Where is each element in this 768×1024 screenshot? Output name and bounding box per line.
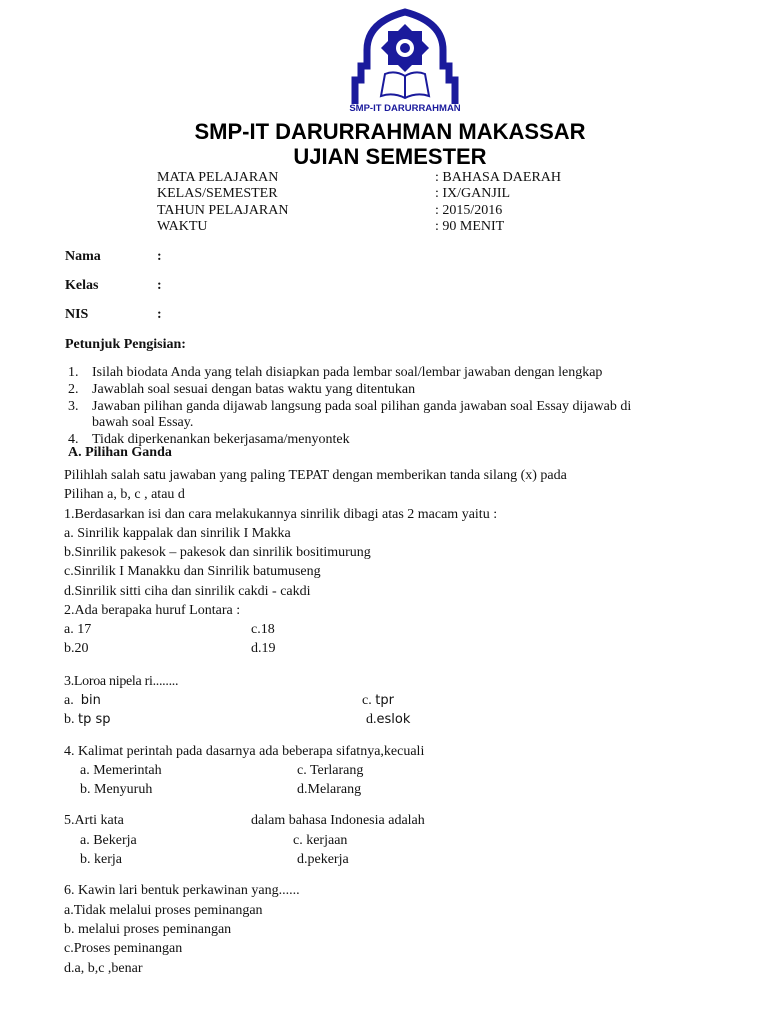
instruction-text: Isilah biodata Anda yang telah disiapkan pada lembar soal/lembar jawaban dengan lengkap	[92, 365, 603, 380]
instruction-text: Jawablah soal sesuai dengan batas waktu yang ditentukan	[92, 382, 416, 397]
option-b: tp sp	[78, 712, 111, 727]
class-field: :	[157, 278, 162, 293]
instruction-number: 2.	[68, 382, 79, 397]
info-value: : 90 MENIT	[435, 219, 505, 234]
option-c: c.18	[251, 622, 275, 637]
info-label: WAKTU	[157, 219, 208, 234]
option-d: d.Sinrilik sitti ciha dan sinrilik cakdi - cakdi	[64, 584, 311, 599]
option-b: b. melalui proses peminangan	[64, 922, 232, 937]
section-heading: A. Pilihan Ganda	[68, 445, 172, 460]
question-text-cont: dalam bahasa Indonesia adalah	[251, 813, 425, 828]
instruction-number: 3.	[68, 399, 79, 414]
info-label: TAHUN PELAJARAN	[157, 203, 289, 218]
info-label: KELAS/SEMESTER	[157, 186, 278, 201]
instruction-text: Tidak diperkenankan bekerjasama/menyontek	[92, 432, 350, 447]
section-intro: Pilihlah salah satu jawaban yang paling TEPAT dengan memberikan tanda silang (x) pada	[64, 468, 567, 483]
question-text: 4. Kalimat perintah pada dasarnya ada beberapa sifatnya,kecuali	[64, 744, 425, 759]
option-b: b.Sinrilik pakesok – pakesok dan sinrilik bositimurung	[64, 545, 371, 560]
option-c: tpr	[375, 693, 394, 708]
question-text: 3.Loroa nipela ri........	[64, 674, 179, 689]
name-label: Nama	[65, 249, 101, 264]
option-d: d.19	[251, 641, 276, 656]
name-field: :	[157, 249, 162, 264]
question-text: 1.Berdasarkan isi dan cara melakukannya sinrilik dibagi atas 2 macam yaitu :	[64, 507, 498, 522]
instructions-heading: Petunjuk Pengisian:	[65, 337, 186, 352]
svg-text:SMP-IT DARURRAHMAN: SMP-IT DARURRAHMAN	[349, 103, 461, 114]
question-text: 6. Kawin lari bentuk perkawinan yang......	[64, 883, 300, 898]
option-a: a. Memerintah	[80, 763, 162, 778]
option-d: d.Melarang	[297, 782, 362, 797]
option-a: a.Tidak melalui proses peminangan	[64, 903, 263, 918]
instruction-text: Jawaban pilihan ganda dijawab langsung pada soal pilihan ganda jawaban soal Essay dijawab di	[92, 399, 632, 414]
class-label: Kelas	[65, 278, 99, 293]
nis-label: NIS	[65, 307, 89, 322]
option-d: d.pekerja	[297, 852, 349, 867]
option-a: a. 17	[64, 622, 92, 637]
instruction-number: 4.	[68, 432, 79, 447]
option-d-letter: d.	[366, 712, 377, 727]
school-logo	[345, 8, 465, 114]
nis-field: :	[157, 307, 162, 322]
question-text: 2.Ada berapaka huruf Lontara :	[64, 603, 241, 618]
option-b: b. kerja	[80, 852, 122, 867]
school-name: SMP-IT DARURRAHMAN MAKASSAR	[194, 119, 586, 144]
option-a: a. Bekerja	[80, 833, 137, 848]
option-c-letter: c.	[362, 693, 372, 708]
option-c: c.Sinrilik I Manakku dan Sinrilik batumuseng	[64, 564, 321, 579]
info-value: : BAHASA DAERAH	[435, 170, 562, 185]
option-a: a. Sinrilik kappalak dan sinrilik I Makka	[64, 526, 291, 541]
info-label: MATA PELAJARAN	[157, 170, 279, 185]
question-text: 5.Arti kata	[64, 813, 124, 828]
info-value: : IX/GANJIL	[435, 186, 511, 201]
option-d: d.a, b,c ,benar	[64, 961, 143, 976]
option-b: b.20	[64, 641, 89, 656]
exam-title: UJIAN SEMESTER	[293, 144, 487, 169]
section-intro: Pilihan a, b, c , atau d	[64, 487, 185, 502]
option-b-letter: b.	[64, 712, 75, 727]
option-c: c.Proses peminangan	[64, 941, 183, 956]
option-a-letter: a.	[64, 693, 74, 708]
option-b: b. Menyuruh	[80, 782, 153, 797]
option-c: c. kerjaan	[293, 833, 348, 848]
instruction-number: 1.	[68, 365, 79, 380]
option-d: eslok	[376, 712, 411, 727]
info-value: : 2015/2016	[435, 203, 503, 218]
instruction-text: bawah soal Essay.	[92, 415, 194, 430]
option-c: c. Terlarang	[297, 763, 364, 778]
option-a: bin	[80, 693, 101, 708]
